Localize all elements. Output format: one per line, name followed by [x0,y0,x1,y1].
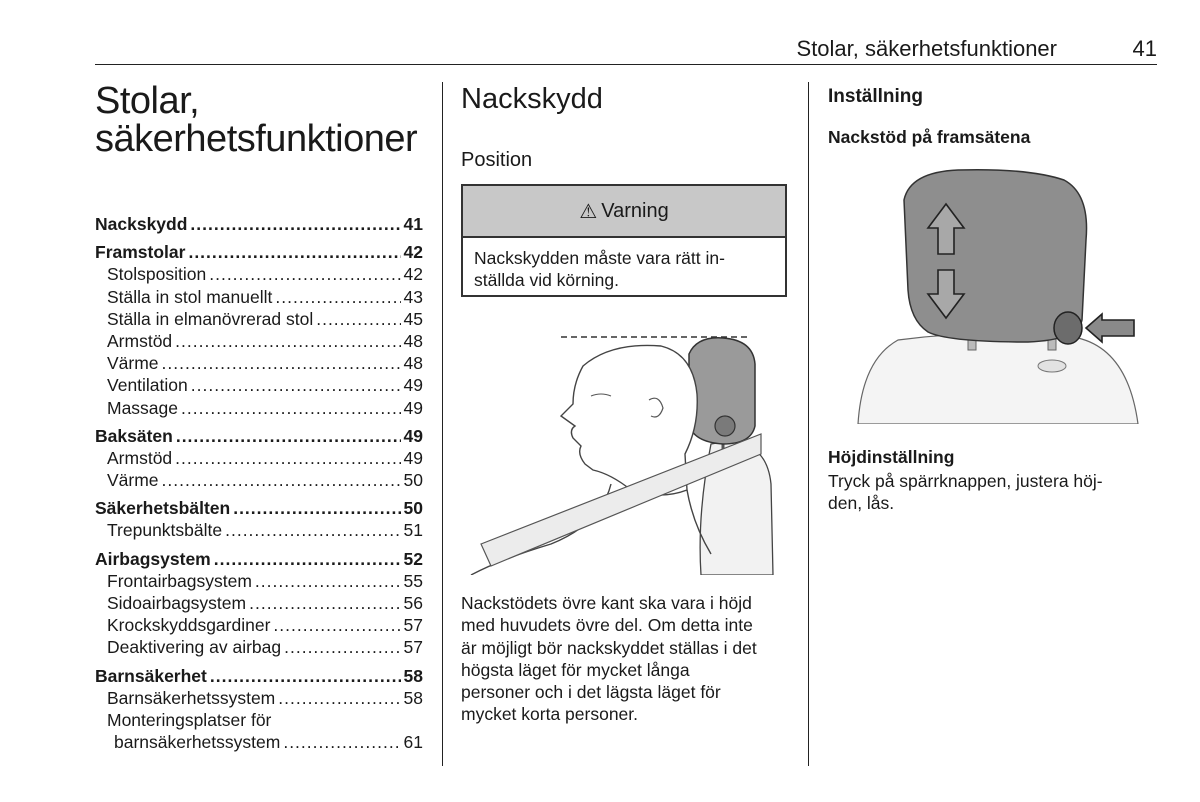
toc-page-number: 51 [403,520,423,541]
toc-entry-text: Värme [107,353,159,374]
toc-entry [95,375,423,397]
toc-entry [95,666,423,688]
running-title: Stolar, säkerhetsfunktioner [796,36,1057,61]
toc-leader-dots [162,470,401,491]
body-line: är möjligt bör nackskyddet ställas i det [461,637,757,658]
toc-page-number: 57 [403,615,423,636]
toc-entry-text: Ställa in stol manuellt [107,286,273,307]
toc-page-number: 52 [403,548,423,569]
toc-entry [95,331,423,353]
settings-heading: Inställning [828,86,923,107]
toc-page-number: 45 [403,308,423,329]
toc-entry [95,448,423,470]
toc-leader-dots [233,498,400,519]
toc-entry-text: Barnsäkerhetssystem [107,687,276,708]
toc-page-number: 57 [403,637,423,658]
toc-leader-dots [275,287,400,308]
toc-page-number: 61 [403,732,423,753]
toc-entry [95,353,423,375]
toc-leader-dots [190,214,400,235]
toc-page-number: 48 [403,353,423,374]
toc-page-number: 49 [403,375,423,396]
section-title: Nackskydd [461,83,603,115]
release-button [715,416,735,436]
toc-leader-dots [175,331,400,352]
toc-entry [95,615,423,637]
toc-entry-text: Värme [107,470,159,491]
toc-leader-dots [181,398,401,419]
toc-leader-dots [316,309,400,330]
toc-entry [95,520,423,542]
toc-entry [95,571,423,593]
warning-line: Nackskydden måste vara rätt in- [474,248,725,268]
chapter-title [95,82,417,158]
toc-entry [95,498,423,520]
warning-header [463,186,785,238]
toc-leader-dots [176,426,401,447]
body-paragraph [461,592,791,726]
toc-entry [95,549,423,571]
toc-entry-text: Frontairbagsystem [107,570,252,591]
toc-entry-text: Sidoairbagsystem [107,593,247,613]
toc-page-number: 42 [403,264,423,285]
toc-entry-text: Trepunktsbälte [107,520,223,541]
toc-page-number: 56 [403,593,423,613]
toc-entry-text: Massage [107,397,179,418]
height-adjust-heading: Höjdinställning [828,447,955,467]
release-button [1054,312,1082,344]
height-adjust-text [828,470,1103,515]
toc-leader-dots [255,571,401,592]
toc-page-number: 50 [403,470,423,491]
toc-entry [95,470,423,492]
toc-entry [95,264,423,286]
toc-leader-dots [175,448,400,469]
column-divider [808,82,809,766]
page-number: 41 [1132,36,1157,61]
toc-entry [95,242,423,264]
toc-leader-dots [210,666,401,687]
toc-entry [95,287,423,309]
toc-leader-dots [225,520,400,541]
toc-leader-dots [249,593,400,614]
front-headrest-adjust-illustration [828,160,1156,424]
toc-leader-dots [188,242,400,263]
body-line: mycket korta personer. [461,704,639,725]
toc-leader-dots [284,637,400,658]
table-of-contents [95,214,423,754]
front-seat-heading: Nackstöd på framsätena [828,127,1031,147]
toc-entry-text: Säkerhetsbälten [95,498,231,519]
toc-entry-text: Stolsposition [107,264,207,285]
toc-page-number: 58 [403,665,423,686]
head-restraint-position-illustration [461,314,788,575]
toc-page-number: 48 [403,330,423,351]
toc-entry [95,688,423,710]
toc-page-number: 41 [403,214,423,234]
toc-entry [95,309,423,331]
toc-leader-dots [209,264,400,285]
toc-page-number: 49 [403,447,423,468]
toc-entry [95,426,423,448]
body-line: personer och i det lägsta läget för [461,682,721,703]
toc-entry [95,398,423,420]
warning-text [463,238,785,291]
height-adjust-line: den, lås. [828,493,895,514]
toc-leader-dots [273,615,400,636]
toc-entry-text: Armstöd [107,330,173,351]
toc-entry-text: Ställa in elmanövrerad stol [107,308,314,329]
toc-entry-text: Nackskydd [95,214,188,234]
toc-entry-text: Ventilation [107,375,188,396]
toc-leader-dots [214,549,401,570]
body-line: Nackstödets övre kant ska vara i höjd [461,593,752,613]
toc-entry-text: Deaktivering av airbag [107,637,282,658]
height-adjust-line: Tryck på spärrknappen, justera höj- [828,471,1103,491]
toc-leader-dots [191,375,401,396]
warning-box [461,184,787,297]
toc-entry [95,214,423,236]
subsection-title: Position [461,149,533,171]
toc-leader-dots [278,688,400,709]
toc-page-number: 42 [403,242,423,263]
body-line: med huvudets övre del. Om detta inte [461,615,753,636]
warning-line: ställda vid körning. [474,270,619,290]
toc-entry-text: Framstolar [95,242,186,263]
chapter-title-line: Stolar, [95,80,200,122]
toc-entry-text: Barnsäkerhet [95,665,207,686]
toc-entry-text: Krockskyddsgardiner [107,615,271,636]
toc-entry [95,637,423,659]
toc-entry-text: Armstöd [107,447,173,468]
toc-entry-text: barnsäkerhetssystem [114,732,281,753]
seat-back [858,333,1138,424]
toc-entry [95,710,423,732]
toc-entry [95,732,423,754]
toc-entry-text: Airbagsystem [95,548,211,569]
toc-leader-dots [283,732,400,753]
toc-page-number: 58 [403,687,423,708]
page-header [95,34,1157,65]
chapter-title-line: säkerhetsfunktioner [95,118,418,160]
toc-entry-text: Baksäten [95,425,173,446]
toc-entry-text: Monteringsplatser för [107,709,272,730]
body-line: högsta läget för mycket långa [461,659,690,680]
warning-triangle-icon: ⚠ [579,200,598,223]
column-divider [442,82,443,766]
toc-leader-dots [162,353,401,374]
toc-page-number: 49 [403,425,423,446]
warning-title: Varning [601,199,669,222]
toc-page-number: 43 [403,286,423,307]
press-arrow-icon [1086,314,1134,342]
toc-page-number: 50 [403,498,423,519]
toc-page-number: 55 [403,570,423,591]
toc-entry [95,593,423,615]
toc-page-number: 49 [403,397,423,418]
